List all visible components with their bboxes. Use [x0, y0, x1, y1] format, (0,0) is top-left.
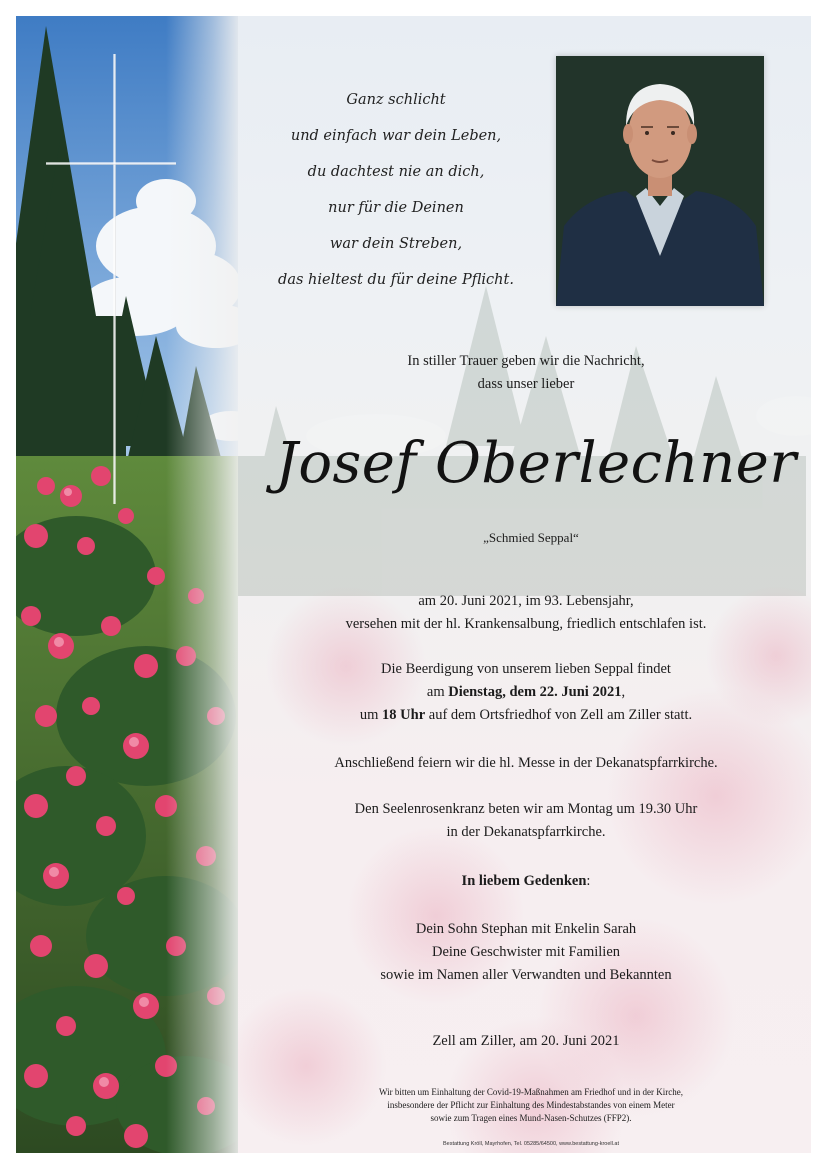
intro-text	[296, 350, 756, 396]
covid-notice	[306, 1086, 756, 1125]
mourner-line: Deine Geschwister mit Familien	[431, 944, 621, 960]
poem-line: du dachtest nie an dich,	[307, 164, 485, 180]
intro-line: In stiller Trauer geben wir die Nachricht,	[407, 353, 645, 369]
poem-line: nur für die Deinen	[328, 200, 464, 216]
mourner-line: sowie im Namen aller Verwandten und Bekannten	[380, 967, 672, 983]
cross-horizontal-beam	[46, 162, 176, 165]
funeral-text: auf dem Ortsfriedhof von Zell am Ziller statt.	[425, 707, 693, 723]
mountain-flower-photo	[16, 16, 238, 1153]
funeral-date: Dienstag, dem 22. Juni 2021	[448, 684, 622, 700]
death-info-line: versehen mit der hl. Krankensalbung, friedlich entschlafen ist.	[345, 616, 707, 632]
rosary-line: in der Dekanatspfarrkirche.	[446, 824, 606, 840]
funeral-text: ,	[621, 684, 626, 700]
memory-heading	[256, 870, 796, 893]
funeral-text: am	[426, 684, 449, 700]
covid-notice-line: sowie zum Tragen eines Mund-Nasen-Schutzes (FFP2).	[430, 1113, 632, 1123]
funeral-info	[256, 658, 796, 727]
death-info-line: am 20. Juni 2021, im 93. Lebensjahr,	[418, 593, 634, 609]
memory-heading-text: In liebem Gedenken	[461, 873, 587, 889]
memory-heading-colon: :	[586, 873, 591, 889]
poem	[246, 82, 546, 298]
poem-line: und einfach war dein Leben,	[290, 128, 502, 144]
covid-notice-line: Wir bitten um Einhaltung der Covid-19-Maßnahmen am Friedhof und in der Kirche,	[378, 1087, 684, 1097]
poem-line: Ganz schlicht	[346, 92, 446, 108]
place-date	[256, 1030, 796, 1053]
death-info	[256, 590, 796, 636]
memory-heading-line	[256, 870, 796, 893]
portrait-photo	[556, 56, 764, 306]
parte-card	[16, 16, 811, 1153]
mass-info	[256, 752, 796, 775]
intro-line: dass unser lieber	[477, 376, 575, 392]
mourner-line: Dein Sohn Stephan mit Enkelin Sarah	[415, 921, 637, 937]
rosary-line: Den Seelenrosenkranz beten wir am Montag um 19.30 Uhr	[354, 801, 698, 817]
funeral-line	[256, 704, 796, 727]
deceased-nickname: „Schmied Seppal“	[483, 530, 579, 545]
place-date-line: Zell am Ziller, am 20. Juni 2021	[432, 1033, 620, 1049]
cross-vertical-beam	[113, 54, 116, 504]
covid-notice-line: insbesondere der Pflicht zur Einhaltung des Mindestabstandes von einem Meter	[387, 1100, 675, 1110]
poem-line: war dein Streben,	[329, 236, 463, 252]
funeral-time: 18 Uhr	[382, 707, 426, 723]
funeral-line: Die Beerdigung von unserem lieben Seppal findet	[381, 661, 671, 677]
funeral-text: um	[359, 707, 383, 723]
funeral-home-footer: Bestattung Kröll, Mayrhofen, Tel. 05285/64500, www.bestattung-kroell.at	[442, 1141, 619, 1147]
rosary-info	[256, 798, 796, 844]
strip-fade-overlay	[166, 16, 238, 1153]
mass-line: Anschließend feiern wir die hl. Messe in der Dekanatspfarrkirche.	[334, 755, 718, 771]
poem-line: das hieltest du für deine Pflicht.	[278, 272, 514, 288]
funeral-line	[256, 681, 796, 704]
deceased-name: Josef Oberlechner	[275, 431, 797, 496]
mourners-list	[256, 918, 796, 987]
